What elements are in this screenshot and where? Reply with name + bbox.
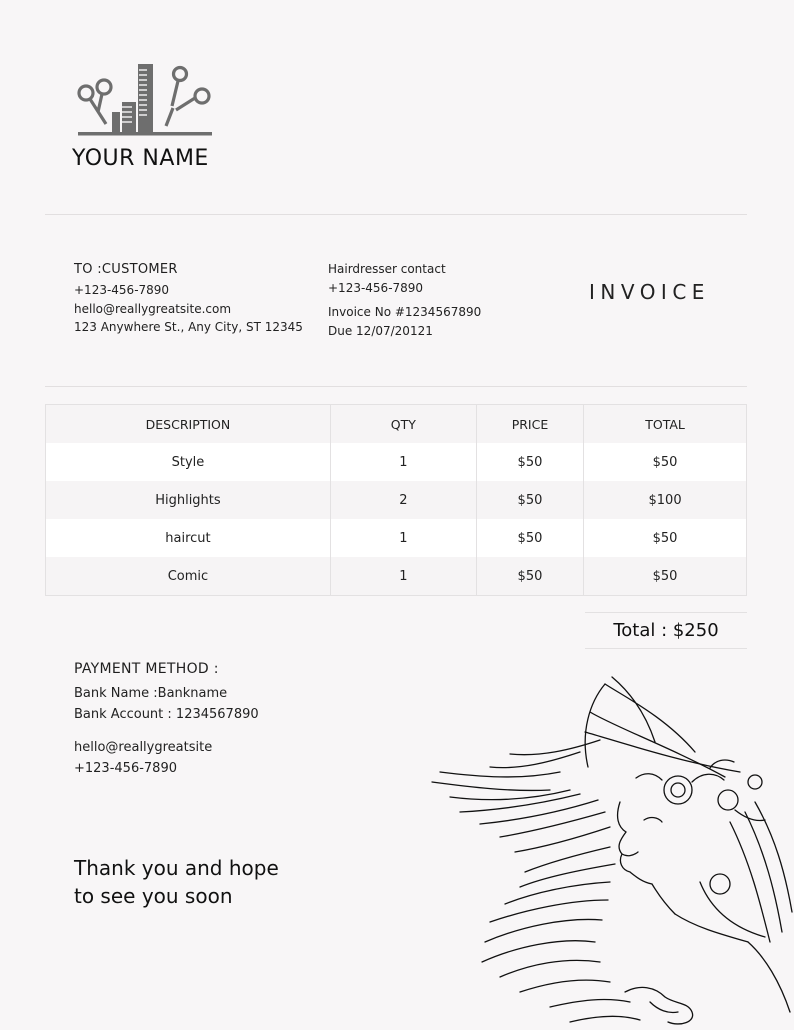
header-total: TOTAL <box>584 405 747 444</box>
header-qty: QTY <box>330 405 476 444</box>
hairdresser-block <box>328 260 481 340</box>
table-header-row <box>46 405 747 444</box>
business-name: YOUR NAME <box>72 146 209 171</box>
row-total: $50 <box>584 519 747 557</box>
bank-name: Bank Name :Bankname <box>74 686 228 701</box>
table-row <box>46 481 747 519</box>
customer-address: 123 Anywhere St., Any City, ST 12345 <box>74 320 303 334</box>
row-qty: 1 <box>330 443 476 481</box>
row-qty: 2 <box>330 481 476 519</box>
row-price: $50 <box>476 443 583 481</box>
hairdresser-title: Hairdresser contact <box>328 262 446 276</box>
thanks-line-2: to see you soon <box>74 884 233 908</box>
row-description: Comic <box>46 557 331 596</box>
thank-you-message <box>74 854 279 910</box>
row-description: haircut <box>46 519 331 557</box>
info-divider <box>45 386 747 387</box>
hairdresser-phone: +123-456-7890 <box>328 280 424 295</box>
scissors-comb-logo-icon <box>72 60 214 140</box>
contact-email: hello@reallygreatsite <box>74 740 213 755</box>
grand-total: Total : $250 <box>585 612 747 649</box>
thanks-line-1: Thank you and hope <box>74 856 279 880</box>
customer-block <box>74 262 303 337</box>
row-total: $50 <box>584 557 747 596</box>
header-description: DESCRIPTION <box>46 405 331 444</box>
woman-line-art-illustration <box>430 672 794 1030</box>
payment-method-title: PAYMENT METHOD : <box>74 661 219 677</box>
bank-account: Bank Account : 1234567890 <box>74 707 259 722</box>
header-price: PRICE <box>476 405 583 444</box>
row-price: $50 <box>476 481 583 519</box>
items-table <box>45 404 747 596</box>
row-total: $50 <box>584 443 747 481</box>
invoice-number: Invoice No #1234567890 <box>328 305 482 319</box>
row-price: $50 <box>476 519 583 557</box>
table-row <box>46 557 747 596</box>
due-date: Due 12/07/20121 <box>328 323 433 338</box>
invoice-title: INVOICE <box>589 280 710 304</box>
row-total: $100 <box>584 481 747 519</box>
row-price: $50 <box>476 557 583 596</box>
table-row <box>46 443 747 481</box>
customer-phone: +123-456-7890 <box>74 283 170 297</box>
contact-phone: +123-456-7890 <box>74 761 177 776</box>
customer-title: TO :CUSTOMER <box>74 262 178 277</box>
row-qty: 1 <box>330 557 476 596</box>
row-description: Highlights <box>46 481 331 519</box>
row-qty: 1 <box>330 519 476 557</box>
customer-email: hello@reallygreatsite.com <box>74 301 232 316</box>
table-row <box>46 519 747 557</box>
row-description: Style <box>46 443 331 481</box>
header-divider <box>45 214 747 215</box>
